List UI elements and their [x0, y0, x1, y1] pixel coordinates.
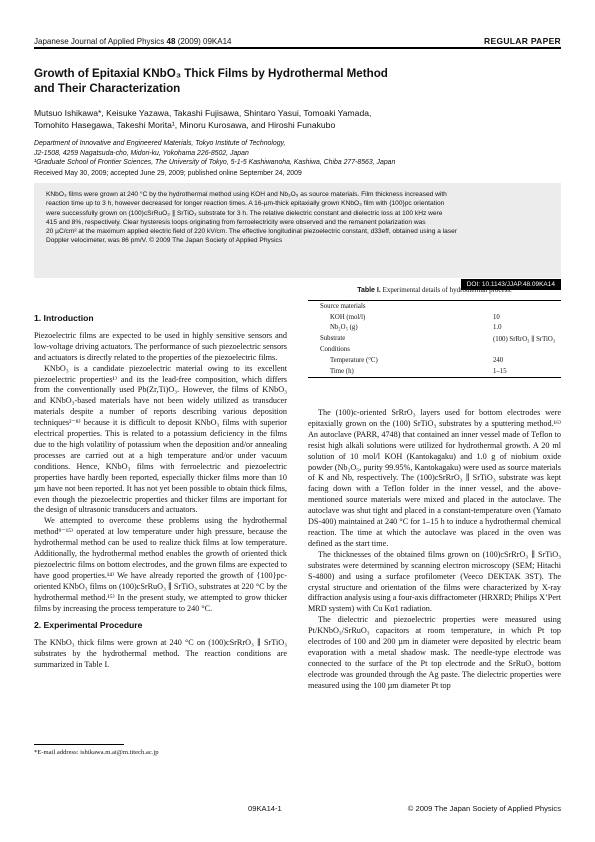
- experimental-paragraph-3: The thicknesses of the obtained films grown on (100)cSrRrO₃ ∥ SrTiO₃ substrates were determined by scanning electron microscopy (SEM; Hitachi S-4800) and using a surface profilometer (Veeco DEKTAK 3ST). The crystal structure and orientation of the films were characterized by X-ray diffraction analysis using a four-axis diffractometer (HRXRD; Philips X’Pert MRD system) with Cu Kα1 radiation.: [308, 549, 561, 614]
- intro-paragraph-3: We attempted to overcome these problems using the hydrothermal method⁹⁻¹⁵⁾ operated at low temperature under high pressure, because the hydrothermal method can be used to realize thick films at low temperature. Additionally, the hydrothermal method enables the growth of oriented thick piezoelectric films on bottom electrodes, and the grown films are expected to have good properties.¹⁴⁾ We have already reported the growth of {100}pc-oriented KNbO₃ films on (100)cSrRuO₃ ∥ SrTiO₃ substrates at 220 °C by the hydrothermal method.¹⁵⁾ In the present study, we attempted to grow thicker films by increasing the process temperature to 240 °C.: [34, 516, 287, 613]
- right-column: [308, 408, 561, 692]
- table-cell-label: Temperature (°C): [330, 356, 378, 364]
- table-body: [308, 301, 561, 377]
- journal-citation: [34, 37, 232, 46]
- abstract-line-6: Doppler velocimeter, was 86 pm/V. © 2009 The Japan Society of Applied Physics: [46, 237, 283, 245]
- experimental-heading: 2. Experimental Procedure: [34, 620, 143, 631]
- journal-name: Japanese Journal of Applied Physics: [34, 37, 165, 46]
- affiliation-line-3: ¹Graduate School of Frontier Sciences, The University of Tokyo, 5-1-5 Kashiwanoha, Kashiwa, Chiba 277-8563, Japan: [34, 159, 396, 167]
- title-line-1: Growth of Epitaxial KNbO₃ Thick Films by Hydrothermal Method: [34, 67, 388, 80]
- footer-copyright: © 2009 The Japan Society of Applied Physics: [407, 804, 561, 813]
- abstract-line-4: 415 and 8%, respectively. Clear hysteresis loops originating from ferroelectricity were observed and the remanent polarization was: [46, 218, 426, 226]
- table-caption-text: Experimental details of hydrothermal process.: [382, 286, 512, 294]
- paper-title: [34, 66, 554, 96]
- abstract-line-3: were successfully grown on (100)cSrRuO₃ ∥ SrTiO₃ substrate for 3 h. The relative dielectric constant and dielectric loss at 100 kHz were: [46, 209, 443, 217]
- table-cell-label: Conditions: [320, 346, 350, 354]
- table-caption: [308, 286, 561, 294]
- table-cell-label: KOH (mol/l): [330, 313, 366, 321]
- left-column: [34, 313, 287, 671]
- table-cell-label: Source materials: [320, 302, 366, 310]
- table-row: [308, 344, 561, 355]
- authors-line-2: Tomohito Hasegawa, Takeshi Morita¹, Minoru Kurosawa, and Hiroshi Funakubo: [34, 119, 336, 130]
- journal-volume: 48: [166, 37, 176, 46]
- intro-paragraph-1: Piezoelectric films are expected to be used in highly sensitive sensors and low-voltage driving actuators. The performance of such piezoelectric sensors and actuators is directly related to the properties of the piezoelectric films.: [34, 330, 287, 362]
- section-label: REGULAR PAPER: [484, 36, 561, 46]
- table-row: [308, 323, 561, 334]
- experimental-paragraph-1: The KNbO₃ thick films were grown at 240 °C on (100)cSrRrO₃ ∥ SrTiO₃ substrates by the hydrothermal method. The reaction conditions are summarized in Table I.: [34, 638, 287, 670]
- footnote-email: *E-mail address: ishikawa.m.ai@m.titech.ac.jp: [34, 749, 159, 756]
- affiliation-line-2: J2-1508, 4259 Nagatsuda-cho, Midori-ku, Yokohama 226-8502, Japan: [34, 149, 249, 157]
- table-cell-label: Time (h): [330, 367, 354, 375]
- abstract-line-5: 20 µC/cm² at the maximum applied electric field of 220 kV/cm. The effective longitudinal piezoelectric constant, d33eff, obtained using a laser: [46, 228, 458, 236]
- table-label: Table I.: [357, 287, 381, 294]
- header-rule: [34, 47, 561, 49]
- affiliation-line-1: Department of Innovative and Engineered Materials, Tokyo Institute of Technology,: [34, 140, 286, 147]
- table-cell-label: Substrate: [320, 335, 346, 343]
- table-cell-value: 1–15: [493, 367, 507, 375]
- table-cell-label: Nb₂O₅ (g): [330, 324, 358, 332]
- experimental-table: [308, 300, 561, 378]
- intro-paragraph-2: KNbO₃ is a candidate piezoelectric material owing to its excellent piezoelectric properties¹⁾ and its the lead-free composition, which differs from the conventionally used Pb(Zr,Ti)O₃. However, the films of KNbO₃ and KNbO₃-based materials have not been widely utilized as transducer materials despite a number of reports describing various deposition techniques²⁻⁸⁾ because it is difficult to deposit KNbO₃ films with superior electrical properties. This is related to a potassium deficiency in the films due to the high volatility of potassium when the deposition and/or annealing processes are carried out at a high temperature and/or under vacuum conditions. Hence, KNbO₃ films with ferroelectric and piezoelectric properties have hardly been reported, especially thicker films more than 10 µm have not been reported. It has not yet been possible to obtain thick films, even though the piezoelectric properties and thicker films are important for the design of ultrasonic transducers and actuators.: [34, 363, 287, 515]
- affiliations: [34, 139, 564, 168]
- journal-year-article: (2009) 09KA14: [177, 37, 232, 46]
- page-number: 09KA14-1: [248, 804, 282, 813]
- table-bottom-rule: [308, 377, 561, 378]
- table-row: [308, 301, 561, 312]
- running-header: [34, 28, 561, 46]
- table-row: [308, 355, 561, 366]
- received-dates: Received May 30, 2009; accepted June 29, 2009; published online September 24, 2009: [34, 170, 302, 177]
- abstract-line-2: reaction time up to 3 h, however decreased for longer reaction times. A 16-µm-thick epitaxially grown KNbO₃ film with {100}pc orientation: [46, 200, 445, 208]
- table-cell-value: (100) SrRrO₃ ∥ SrTiO₃: [493, 335, 556, 343]
- authors-line-1: Mutsuo Ishikawa*, Keisuke Yazawa, Takashi Fujisawa, Shintaro Yasui, Tomoaki Yamada,: [34, 108, 372, 118]
- abstract-box: [34, 183, 561, 278]
- table-row: [308, 333, 561, 344]
- table-cell-value: 240: [493, 356, 504, 364]
- experimental-paragraph-4: The dielectric and piezoelectric properties were measured using Pt/KNbO₃/SrRuO₃ capacitors at room temperature, in which Pt top electrodes of 100 and 200 µm in diameter were deposited by electric beam evaporation with a metal shadow mask. The needle-type electrode was connected to the surface of the Pt top electrode and the SrRuO₃ bottom electrode was grounded through the Ag paste. The dielectric properties were measured using the 100 µm diameter Pt top: [308, 615, 561, 690]
- experimental-paragraph-2: The (100)c-oriented SrRrO₃ layers used for bottom electrodes were epitaxially grown on the (100) SrTiO₃ substrates by a sputtering method.¹⁶⁾ An autoclave (PARR, 4748) that contained an inner vessel made of Teflon to resist high alkali solutions were utilized for hydrothermal growth. A 20 ml solution of 10 mol/l KOH (Kantokagaku) and 1.0 g of niobium oxide powder (Nb₂O₅, purity 99.95%, Kantokagaku) were used as source materials of K and Nb, respectively. The (100)cSrRrO₃ ∥ SrTiO₃ substrate was kept facing down with a Teflon folder in the inner vessel, and the above-mentioned source materials were mixed and placed in the autoclave. The autoclave was shut tight and placed in a constant-temperature oven (Yamato DS-400) maintained at 240 °C for 1–15 h to induce a hydrothermal chemical reaction. The time at which the autoclave was placed in the oven was defined as the start time.: [308, 408, 561, 548]
- footnote-rule: [34, 744, 124, 745]
- table-row: [308, 366, 561, 377]
- intro-heading: 1. Introduction: [34, 313, 94, 323]
- table-row: [308, 312, 561, 323]
- title-line-2: and Their Characterization: [34, 82, 181, 95]
- author-list: [34, 108, 564, 131]
- doi-badge[interactable]: DOI: 10.1143/JJAP.48.09KA14: [461, 279, 561, 290]
- table-cell-value: 1.0: [493, 324, 502, 332]
- abstract-line-1: KNbO₃ films were grown at 240 °C by the hydrothermal method using KOH and Nb₂O₅ as source materials. Film thickness increased with: [46, 191, 447, 198]
- table-cell-value: 10: [493, 313, 500, 321]
